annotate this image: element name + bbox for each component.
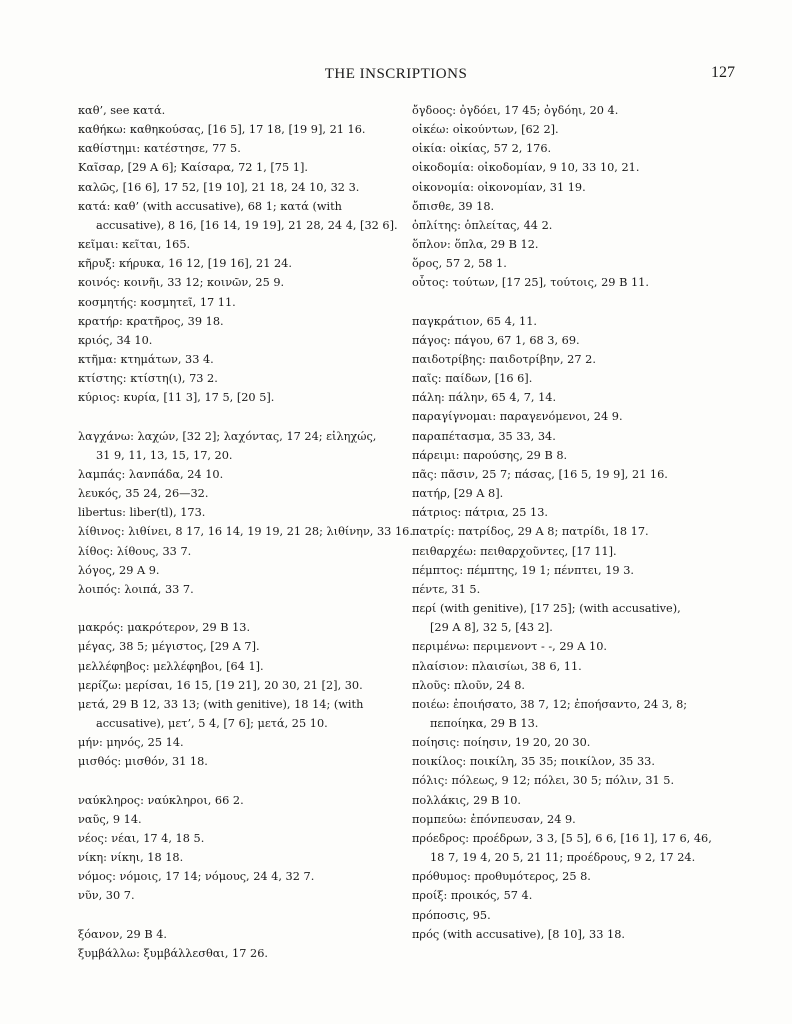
index-entry: πάλη: πάλην, 65 4, 7, 14. [412, 391, 557, 405]
index-entry: νόμος: νόμοις, 17 14; νόμους, 24 4, 32 7. [78, 870, 315, 884]
index-entry: ξόανον, 29 B 4. [78, 927, 168, 941]
index-entry-continuation: 31 9, 11, 13, 15, 17, 20. [96, 448, 233, 462]
index-entry: πατήρ, [29 A 8]. [412, 487, 504, 501]
index-entry: πόλις: πόλεως, 9 12; πόλει, 30 5; πόλιν, 31 5. [412, 774, 675, 788]
index-entry: κοσμητής: κοσμητεῖ, 17 11. [78, 295, 236, 309]
index-entry: πρόθυμος: προθυμότερος, 25 8. [412, 870, 591, 884]
running-header: THE INSCRIPTIONS [324, 66, 468, 82]
index-entry: κύριος: κυρία, [11 3], 17 5, [20 5]. [78, 391, 275, 405]
index-entry: ὄγδοος: ὀγδόει, 17 45; ὀγδόηι, 20 4. [412, 104, 619, 117]
index-entry-continuation: accusative), 8 16, [16 14, 19 19], 21 28, 24 4, [32 6]. [96, 218, 398, 232]
index-entry: πρός (with accusative), [8 10], 33 18. [412, 927, 625, 941]
index-entry: λόγος, 29 A 9. [78, 563, 160, 577]
index-entry: κτῆμα: κτημάτων, 33 4. [78, 353, 214, 367]
index-entry-continuation: 18 7, 19 4, 20 5, 21 11; προέδρους, 9 2, 17 24. [430, 851, 696, 865]
index-entry: λίθινος: λιθίνει, 8 17, 16 14, 19 19, 21 28; λιθίνην, 33 16. [78, 525, 413, 539]
index-entry: λοιπός: λοιπά, 33 7. [78, 582, 194, 596]
index-entry-continuation: [29 A 8], 32 5, [43 2]. [430, 621, 553, 635]
index-entry: ποικίλος: ποικίλη, 35 35; ποικίλον, 35 33. [412, 755, 655, 769]
index-entry: κεῖμαι: κεῖται, 165. [78, 238, 191, 252]
section-gap [78, 408, 418, 427]
index-entry: παγκράτιον, 65 4, 11. [412, 314, 537, 328]
index-entry: οὗτος: τούτων, [17 25], τούτοις, 29 B 11. [412, 276, 649, 290]
index-entry: λίθος: λίθους, 33 7. [78, 544, 192, 558]
index-entry: ὁπλίτης: ὁπλείτας, 44 2. [412, 218, 553, 232]
index-entry: πειθαρχέω: πειθαρχοῦντες, [17 11]. [412, 544, 617, 558]
index-entry: πάρειμι: παρούσης, 29 B 8. [412, 448, 568, 462]
index-entry: ναῦς, 9 14. [78, 812, 142, 826]
index-entry: καθ’, see κατά. [78, 104, 166, 117]
index-entry: μερίζω: μερίσαι, 16 15, [19 21], 20 30, 21 [2], 30. [78, 678, 363, 692]
section-gap [412, 293, 748, 312]
index-entry: οἰκέω: οἰκούντων, [62 2]. [412, 123, 559, 137]
index-entry: πολλάκις, 29 B 10. [412, 793, 521, 807]
index-entry: μετά, 29 B 12, 33 13; (with genitive), 18 14; (with [78, 697, 364, 711]
index-entry: libertus: liber(tl), 173. [78, 506, 206, 520]
index-entry: κτίστης: κτίστη(ι), 73 2. [78, 372, 218, 386]
index-entry-continuation: accusative), μετ’, 5 4, [7 6]; μετά, 25 10. [96, 716, 328, 730]
index-entry: μισθός: μισθόν, 31 18. [78, 755, 208, 769]
index-entry: παραπέτασμα, 35 33, 34. [412, 429, 556, 443]
index-entry: Καῖσαρ, [29 A 6]; Καίσαρα, 72 1, [75 1]. [78, 161, 308, 175]
index-entry: κρατήρ: κρατῆρος, 39 18. [78, 314, 224, 328]
index-entry: ὄπισθε, 39 18. [412, 199, 495, 213]
index-entry: πέντε, 31 5. [412, 582, 481, 596]
index-entry: κατά: καθ’ (with accusative), 68 1; κατά (with [78, 199, 342, 213]
index-entry: μήν: μηνός, 25 14. [78, 736, 184, 750]
index-entry: πάγος: πάγου, 67 1, 68 3, 69. [412, 333, 580, 347]
index-entry: λευκός, 35 24, 26—32. [78, 487, 209, 501]
index-entry: πᾶς: πᾶσιν, 25 7; πάσας, [16 5, 19 9], 21 16. [412, 467, 668, 481]
index-entry: καθίστημι: κατέστησε, 77 5. [78, 142, 241, 156]
index-entry: καθήκω: καθηκούσας, [16 5], 17 18, [19 9], 21 16. [78, 123, 366, 137]
index-entry: πλοῦς: πλοῦν, 24 8. [412, 678, 526, 692]
index-entry: νῦν, 30 7. [78, 889, 135, 903]
index-entry: μακρός: μακρότερον, 29 B 13. [78, 621, 251, 635]
page-number: 127 [711, 64, 735, 81]
section-gap [78, 771, 418, 790]
index-entry: οἰκοδομία: οἰκοδομίαν, 9 10, 33 10, 21. [412, 161, 640, 175]
index-entry: κοινός: κοινῆι, 33 12; κοινῶν, 25 9. [78, 276, 285, 290]
index-entry: καλῶς, [16 6], 17 52, [19 10], 21 18, 24 10, 32 3. [78, 180, 360, 194]
index-entry: μέγας, 38 5; μέγιστος, [29 A 7]. [78, 640, 260, 654]
index-entry: νέος: νέαι, 17 4, 18 5. [78, 831, 205, 845]
index-entry: μελλέφηβος: μελλέφηβοι, [64 1]. [78, 659, 264, 673]
index-entry: πλαίσιον: πλαισίωι, 38 6, 11. [412, 659, 582, 673]
index-entry: ποίησις: ποίησιν, 19 20, 20 30. [412, 736, 591, 750]
index-entry: πρόποσις, 95. [412, 908, 491, 922]
index-entry: παῖς: παίδων, [16 6]. [412, 372, 533, 386]
index-entry: κῆρυξ: κήρυκα, 16 12, [19 16], 21 24. [78, 257, 292, 271]
index-entry: πέμπτος: πέμπτης, 19 1; πένπτει, 19 3. [412, 563, 634, 577]
index-entry: περιμένω: περιμενοντ - -, 29 A 10. [412, 640, 608, 654]
index-entry: προίξ: προικός, 57 4. [412, 889, 533, 903]
index-entry: οἰκονομία: οἰκονομίαν, 31 19. [412, 180, 586, 194]
index-entry: ὅπλον: ὅπλα, 29 B 12. [412, 238, 539, 252]
index-entry: ποιέω: ἐποιήσατο, 38 7, 12; ἐποήσαντο, 24 3, 8; [412, 697, 688, 711]
section-gap [78, 599, 418, 618]
index-entry: κριός, 34 10. [78, 333, 153, 347]
index-entry: πάτριος: πάτρια, 25 13. [412, 506, 549, 520]
index-entry: παιδοτρίβης: παιδοτρίβην, 27 2. [412, 353, 596, 367]
index-entry: πομπεύω: ἐπόνπευσαν, 24 9. [412, 812, 576, 826]
index-entry: ναύκληρος: ναύκληροι, 66 2. [78, 793, 244, 807]
index-entry: πατρίς: πατρίδος, 29 A 8; πατρίδι, 18 17. [412, 525, 649, 539]
index-entry: ὅρος, 57 2, 58 1. [412, 257, 507, 271]
index-entry: παραγίγνομαι: παραγενόμενοι, 24 9. [412, 410, 623, 424]
index-entry: νίκη: νίκηι, 18 18. [78, 851, 184, 865]
section-gap [78, 906, 418, 925]
index-entry: λαγχάνω: λαχών, [32 2]; λαχόντας, 17 24; εἰληχώς, [78, 429, 377, 443]
index-entry: ξυμβάλλω: ξυμβάλλεσθαι, 17 26. [78, 946, 268, 960]
index-entry: λαμπάς: λανπάδα, 24 10. [78, 467, 224, 481]
index-entry: περί (with genitive), [17 25]; (with accusative), [412, 602, 681, 616]
index-entry: πρόεδρος: προέδρων, 3 3, [5 5], 6 6, [16 1], 17 6, 46, [412, 831, 712, 845]
index-column-left [78, 101, 418, 963]
index-column-right [412, 101, 748, 944]
index-entry: οἰκία: οἰκίας, 57 2, 176. [412, 142, 552, 156]
index-entry-continuation: πεποίηκα, 29 B 13. [430, 716, 539, 730]
